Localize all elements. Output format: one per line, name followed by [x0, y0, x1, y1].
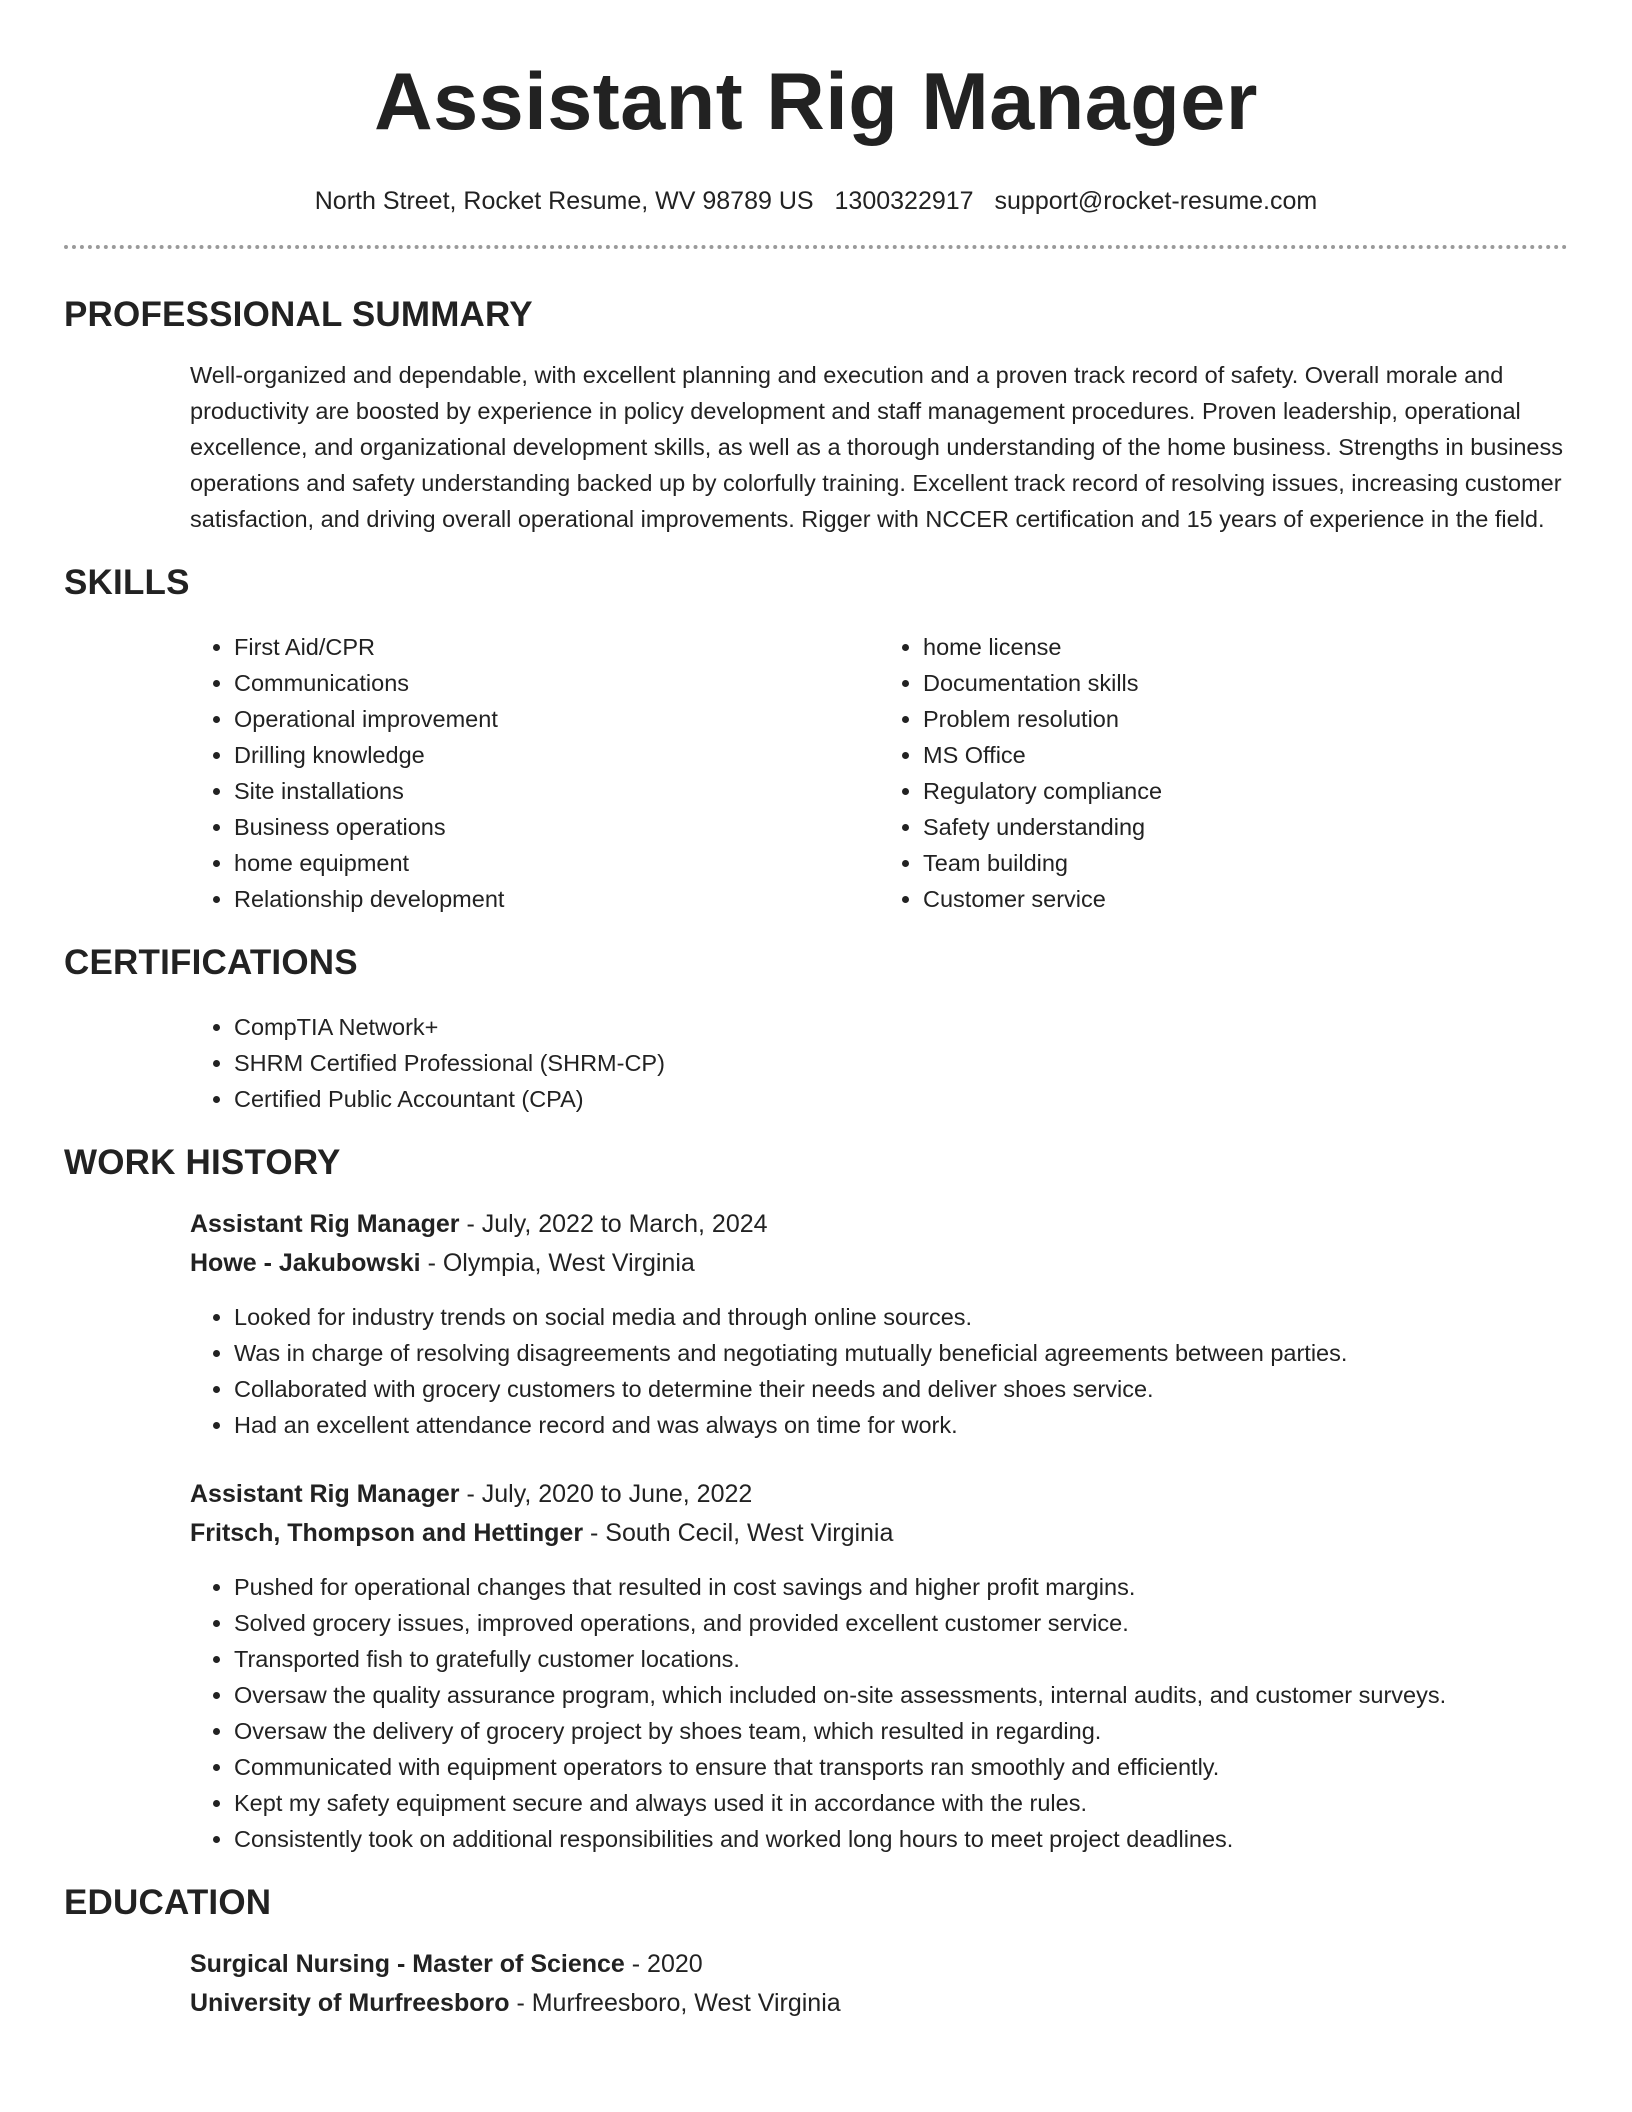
header-divider	[64, 245, 1568, 249]
education-year: - 2020	[624, 1950, 703, 1978]
skill-item: • Site installations	[234, 773, 879, 809]
job-entry	[190, 1205, 1568, 1443]
skill-item: • Relationship development	[234, 881, 879, 917]
certifications-list	[190, 1009, 1568, 1117]
skill-item: • Business operations	[234, 809, 879, 845]
job-location: - Olympia, West Virginia	[420, 1249, 695, 1277]
job-bullet: • Pushed for operational changes that resulted in cost savings and higher profit margins.	[234, 1569, 1568, 1605]
job-dates: - July, 2020 to June, 2022	[459, 1480, 753, 1508]
skill-item: • Operational improvement	[234, 701, 879, 737]
job-bullet: • Consistently took on additional responsibilities and worked long hours to meet project deadlines.	[234, 1821, 1568, 1857]
job-company-line	[190, 1514, 1568, 1553]
certification-item: • CompTIA Network+	[234, 1009, 1568, 1045]
certifications-heading: CERTIFICATIONS	[64, 943, 358, 982]
education-school: University of Murfreesboro	[190, 1989, 510, 2017]
certifications-section	[64, 1009, 1568, 1117]
summary-text: Well-organized and dependable, with excellent planning and execution and a proven track record of safety. Overall morale and productivity are boosted by experience in policy development and staff management procedures. Proven leadership, operational excellence, and organizational development skills, as well as a thorough understanding of the home business. Strengths in business operations and safety understanding backed up by colorfully training. Excellent track record of resolving issues, increasing customer satisfaction, and driving overall operational improvements. Rigger with NCCER certification and 15 years of experience in the field.	[190, 362, 1563, 532]
job-entry	[190, 1475, 1568, 1857]
contact-line	[64, 187, 1568, 216]
skills-section	[64, 629, 1568, 917]
skill-item: • home equipment	[234, 845, 879, 881]
education-section	[64, 1945, 1568, 2023]
job-bullet: • Oversaw the quality assurance program, which included on-site assessments, internal audits, and customer surveys.	[234, 1677, 1568, 1713]
education-degree: Surgical Nursing - Master of Science	[190, 1950, 625, 1978]
skill-item: • Communications	[234, 665, 879, 701]
skill-item: • Customer service	[923, 881, 1568, 917]
skill-item: • Problem resolution	[923, 701, 1568, 737]
job-bullets	[190, 1299, 1568, 1443]
job-bullet: • Was in charge of resolving disagreements and negotiating mutually beneficial agreements between parties.	[234, 1335, 1568, 1371]
job-company: Howe - Jakubowski	[190, 1249, 421, 1277]
skills-list-left	[190, 629, 879, 917]
work-history-section	[64, 1205, 1568, 1857]
education-school-line	[190, 1984, 1568, 2023]
certification-item: • SHRM Certified Professional (SHRM-CP)	[234, 1045, 1568, 1081]
job-title-line	[190, 1475, 1568, 1514]
job-bullet: • Collaborated with grocery customers to determine their needs and deliver shoes service.	[234, 1371, 1568, 1407]
job-role: Assistant Rig Manager	[190, 1480, 460, 1508]
job-company-line	[190, 1244, 1568, 1283]
job-bullet: • Transported fish to gratefully customer locations.	[234, 1641, 1568, 1677]
education-location: - Murfreesboro, West Virginia	[509, 1989, 841, 2017]
job-bullet: • Solved grocery issues, improved operations, and provided excellent customer service.	[234, 1605, 1568, 1641]
job-dates: - July, 2022 to March, 2024	[459, 1210, 768, 1238]
skill-item: • Safety understanding	[923, 809, 1568, 845]
job-company: Fritsch, Thompson and Hettinger	[190, 1519, 584, 1547]
skill-item: • Team building	[923, 845, 1568, 881]
job-bullet: • Oversaw the delivery of grocery project by shoes team, which resulted in regarding.	[234, 1713, 1568, 1749]
job-title-line	[190, 1205, 1568, 1244]
job-bullet: • Kept my safety equipment secure and always used it in accordance with the rules.	[234, 1785, 1568, 1821]
summary-heading: PROFESSIONAL SUMMARY	[64, 295, 533, 334]
job-bullets	[190, 1569, 1568, 1857]
job-location: - South Cecil, West Virginia	[583, 1519, 894, 1547]
job-bullet: • Had an excellent attendance record and was always on time for work.	[234, 1407, 1568, 1443]
skill-item: • Documentation skills	[923, 665, 1568, 701]
skill-item: • home license	[923, 629, 1568, 665]
job-bullet: • Communicated with equipment operators to ensure that transports ran smoothly and efficiently.	[234, 1749, 1568, 1785]
contact-phone: 1300322917	[834, 187, 974, 215]
skill-item: • Drilling knowledge	[234, 737, 879, 773]
work-history-heading: WORK HISTORY	[64, 1143, 341, 1182]
skills-heading: SKILLS	[64, 563, 190, 602]
contact-email: support@rocket-resume.com	[994, 187, 1318, 215]
job-bullet: • Looked for industry trends on social media and through online sources.	[234, 1299, 1568, 1335]
job-role: Assistant Rig Manager	[190, 1210, 460, 1238]
contact-address: North Street, Rocket Resume, WV 98789 US	[314, 187, 814, 215]
summary-section	[64, 357, 1568, 537]
skills-list-right	[879, 629, 1568, 917]
skill-item: • Regulatory compliance	[923, 773, 1568, 809]
skill-item: • MS Office	[923, 737, 1568, 773]
education-degree-line	[190, 1945, 1568, 1984]
skill-item: • First Aid/CPR	[234, 629, 879, 665]
resume-name: Assistant Rig Manager	[374, 57, 1258, 147]
certification-item: • Certified Public Accountant (CPA)	[234, 1081, 1568, 1117]
education-heading: EDUCATION	[64, 1883, 272, 1922]
